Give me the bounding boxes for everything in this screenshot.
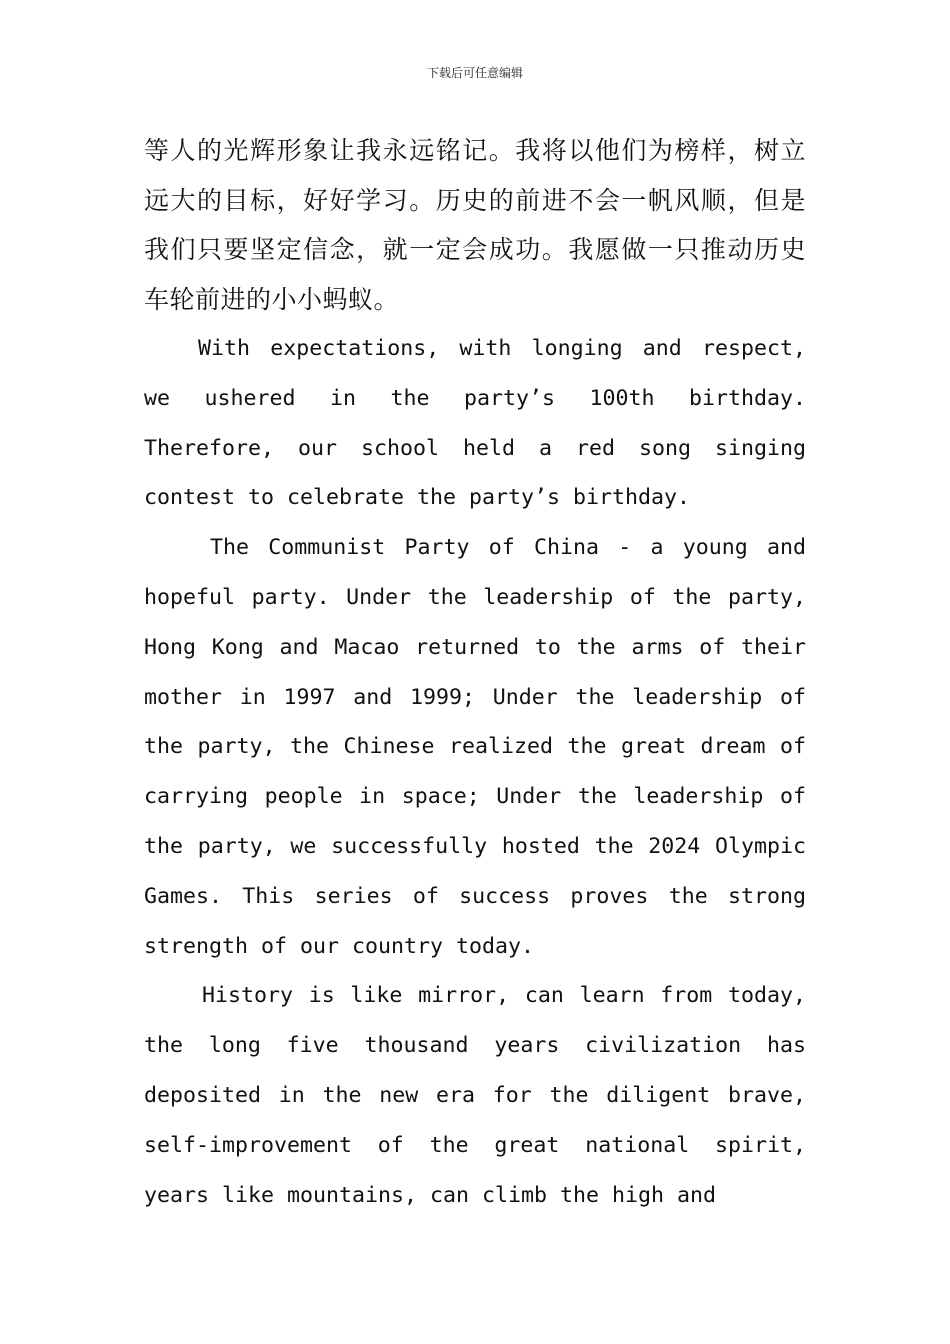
page-header: 下载后可任意编辑: [426, 66, 523, 80]
paragraph-chinese-closing: 等人的光辉形象让我永远铭记。我将以他们为榜样，树立远大的目标，好好学习。历史的前进不会一帆风顺，但是我们只要坚定信念，就一定会成功。我愿做一只推动历史车轮前进的小小蚂蚁。: [144, 136, 806, 314]
document-body: [144, 126, 806, 1220]
paragraph-english-intro: With expectations, with longing and respect, we ushered in the party’s 100th birthday. Therefore, our school held a red song singing contest to celebrate the party’s birthday.: [144, 336, 806, 511]
paragraph-english-history: History is like mirror, can learn from today, the long five thousand years civilization has deposited in the new era for the diligent brave, self-improvement of the great national spirit, years like mountains, can climb the high and: [144, 983, 806, 1208]
paragraph-english-party: The Communist Party of China - a young and hopeful party. Under the leadership of the party, Hong Kong and Macao returned to the arms of their mother in 1997 and 1999; Under the leadership of the party, the Chinese realized the great dream of carrying people in space; Under the leadership of the party, we successfully hosted the 2024 Olympic Games. This series of success proves the strong strength of our country today.: [144, 535, 806, 959]
